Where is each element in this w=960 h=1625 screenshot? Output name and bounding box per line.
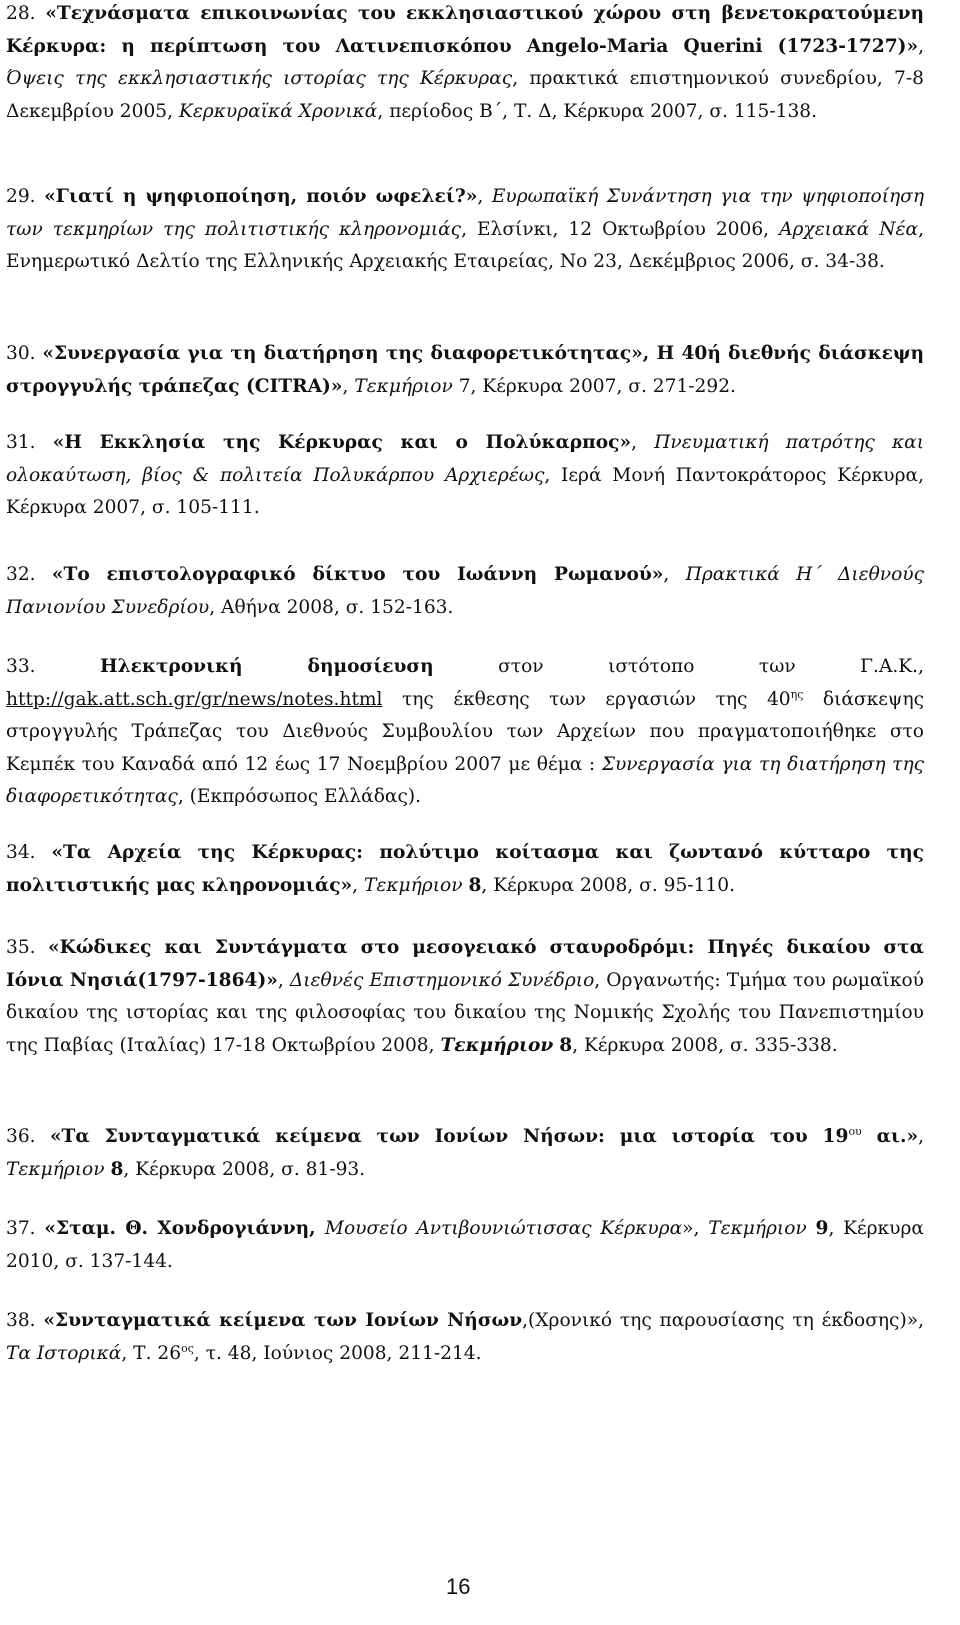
entry-text-segment: Κερκυραϊκά Χρονικά — [178, 100, 378, 122]
entry-text-segment: 37. — [6, 1218, 45, 1239]
entry-text-segment: 7, Κέρκυρα 2007, σ. 271-292. — [452, 375, 736, 397]
entry-text-segment: 32. — [6, 564, 52, 585]
entry-text-segment: , Κέρκυρα 2008, σ. 95-110. — [481, 874, 735, 896]
entry-text-segment: , (Εκπρόσωπος Ελλάδας). — [177, 786, 422, 808]
bibliography-entry-28 — [6, 0, 924, 128]
entry-text-segment: 8 — [110, 1158, 124, 1180]
entry-text-segment: », — [682, 1218, 709, 1239]
entry-text-segment: , Κέρκυρα 2008, σ. 81-93. — [123, 1158, 366, 1180]
entry-text-segment: , περίοδος Β΄, Τ. Δ, Κέρκυρα 2007, σ. 115-138. — [377, 100, 818, 122]
entry-text-segment: Πνευματική πατρότης και ολοκαύτωση, βίος & πολιτεία Πολυκάρπου Αρχιερέως — [6, 432, 924, 486]
entry-text-segment: Τεκμήριον — [354, 375, 453, 397]
entry-text-segment: «Συνταγματικά κείμενα των Ιονίων Νήσων — [43, 1310, 523, 1331]
entry-text-segment: «Το επιστολογραφικό δίκτυο του Ιωάννη Ρωμανού» — [51, 564, 664, 585]
bibliography-entry-32 — [6, 559, 924, 624]
entry-text-segment: , — [918, 35, 924, 57]
entry-text-segment: , Οργανωτής: Τμήμα του ρωμαϊκού δικαίου της ιστορίας και της φιλοσοφίας του δικαίου της Νομικής Σχολής του Πανεπιστημίου της Παβίας (Ιταλίας) 17-18 Οκτωβρίου 2008, — [6, 969, 924, 1056]
bibliography-entry-31 — [6, 427, 924, 525]
entry-text-segment: 29. — [6, 186, 45, 207]
bibliography-entry-33 — [6, 651, 924, 814]
entry-text-segment: Διεθνές Επιστημονικό Συνέδριο — [289, 969, 595, 991]
entry-text-segment: «Κώδικες και Συντάγματα στο μεσογειακό σταυροδρόμι: Πηγές δικαίου στα Ιόνια Νησιά(1797-1864)» — [6, 937, 924, 991]
entry-text-segment: «Τεχνάσματα επικοινωνίας του εκκλησιαστικού χώρου στη βενετοκρατούμενη Κέρκυρα: η περίπτωση του Λατινεπισκόπου Angelo-Maria Querini (1723-1727)» — [6, 3, 925, 57]
entry-text-segment: , — [277, 969, 290, 991]
entry-text-segment: της έκθεσης των εργασιών της 40 — [382, 688, 791, 710]
entry-text-segment: Ευρωπαϊκή Συνάντηση για την ψηφιοποίηση των τεκμηρίων της πολιτιστικής κληρονομιάς — [6, 186, 924, 240]
entry-text-segment: , πρακτικά επιστημονικού συνεδρίου, 7-8 Δεκεμβρίου 2005, — [6, 68, 924, 122]
entry-text-segment: «Γιατί η ψηφιοποίηση, ποιόν ωφελεί?» — [44, 186, 478, 207]
entry-text-segment: Συνεργασία για τη διατήρηση της διαφορετικότητας — [6, 753, 924, 808]
superscript-text: ης — [790, 687, 804, 701]
superscript-text: ος — [181, 1341, 194, 1355]
entry-text-segment: Τεκμήριον — [708, 1218, 807, 1239]
entry-text-segment: Τεκμήριον — [440, 1034, 554, 1056]
page-number: 16 — [446, 1574, 471, 1599]
entry-text-segment: ,(Χρονικό της παρουσίασης τη έκδοσης)», — [522, 1310, 925, 1331]
entry-text-segment: , — [352, 874, 364, 896]
entry-text-segment: , — [477, 186, 492, 207]
entry-text-segment: , — [631, 432, 655, 453]
bibliography-entry-34 — [6, 837, 924, 902]
entry-text-segment: 33. — [6, 656, 101, 677]
entry-text-segment: , Κέρκυρα 2010, σ. 137-144. — [6, 1218, 924, 1272]
entry-text-segment: Τεκμήριον — [6, 1158, 105, 1180]
entry-text-segment: αι.» — [861, 1126, 919, 1147]
entry-text-segment: , Κέρκυρα 2008, σ. 335-338. — [572, 1034, 838, 1056]
entry-text-segment: «Τα Αρχεία της Κέρκυρας: πολύτιμο κοίτασμα και ζωντανό κύτταρο της πολιτιστικής μας κληρονομιάς» — [6, 842, 924, 896]
entry-text-segment: , τ. 48, Ιούνιος 2008, 211-214. — [193, 1342, 482, 1364]
entry-text-segment: διάσκεψης στρογγυλής Τράπεζας του Διεθνούς Συμβουλίου των Αρχείων που πραγματοποιήθηκε στο Κεμπέκ του Καναδά από 12 έως 17 Νοεμβρίου 2007 με θέμα : — [6, 688, 924, 775]
entry-text-segment: 38. — [6, 1310, 44, 1331]
entry-text-segment: 30. — [6, 343, 43, 364]
superscript-text: ου — [848, 1124, 862, 1138]
entry-text-segment: Αρχειακά Νέα — [779, 218, 919, 240]
entry-text-segment: 31. — [6, 432, 53, 453]
entry-text-segment: «Σταμ. Θ. Χονδρογιάννη, — [44, 1218, 325, 1239]
entry-text-segment: 8 — [559, 1034, 573, 1056]
entry-text-segment: Τα Ιστορικά — [6, 1342, 122, 1364]
entry-text-segment: , Ελσίνκι, 12 Οκτωβρίου 2006, — [461, 218, 780, 240]
entry-text-segment: , Τ. 26 — [121, 1342, 182, 1364]
entry-text-segment: «Η Εκκλησία της Κέρκυρας και ο Πολύκαρπος» — [52, 432, 632, 453]
entry-text-segment: 9 — [815, 1218, 829, 1239]
entry-text-segment: 35. — [6, 937, 49, 958]
entry-text-segment: Πρακτικά Η΄ Διεθνούς Πανιονίου Συνεδρίου — [6, 564, 924, 618]
entry-text-segment: , — [342, 375, 355, 397]
entry-text-segment: Τεκμήριον — [363, 874, 463, 896]
entry-text-segment: «Συνεργασία για τη διατήρηση της διαφορετικότητας», Η 40ή διεθνής διάσκεψη στρογγυλής τράπεζας (CITRA)» — [6, 343, 924, 397]
bibliography-entry-36 — [6, 1121, 924, 1186]
entry-text-segment: Όψεις της εκκλησιαστικής ιστορίας της Κέρκυρας — [6, 68, 513, 90]
entry-text-segment: , — [663, 564, 686, 585]
entry-text-segment: 34. — [6, 842, 52, 863]
entry-text-segment: 8 — [468, 874, 482, 896]
entry-text-segment: , Ενημερωτικό Δελτίο της Ελληνικής Αρχειακής Εταιρείας, Νο 23, Δεκέμβριος 2006, σ. 34-38. — [6, 218, 924, 273]
entry-text-segment: Ηλεκτρονική δημοσίευση — [100, 656, 434, 677]
entry-text-segment: , — [918, 1126, 924, 1147]
entry-text-segment: στον ιστότοπο των Γ.Α.Κ., — [433, 656, 924, 677]
bibliography-entry-29 — [6, 181, 924, 279]
bibliography-entry-37 — [6, 1213, 924, 1278]
bibliography-entry-30 — [6, 338, 924, 403]
entry-text-segment: Μουσείο Αντιβουνιώτισσας Κέρκυρα — [324, 1218, 683, 1239]
notes-link[interactable]: http://gak.att.sch.gr/gr/news/notes.html — [6, 688, 383, 710]
bibliography-entry-35 — [6, 932, 924, 1062]
entry-text-segment: «Τα Συνταγματικά κείμενα των Ιονίων Νήσων: μια ιστορία του 19 — [49, 1126, 849, 1147]
entry-text-segment: 28. — [6, 3, 46, 24]
entry-text-segment: , Αθήνα 2008, σ. 152-163. — [209, 596, 454, 618]
bibliography-entry-38 — [6, 1305, 924, 1370]
entry-text-segment: 36. — [6, 1126, 50, 1147]
entry-text-segment: , Ιερά Μονή Παντοκράτορος Κέρκυρα, Κέρκυρα 2007, σ. 105-111. — [6, 464, 924, 519]
